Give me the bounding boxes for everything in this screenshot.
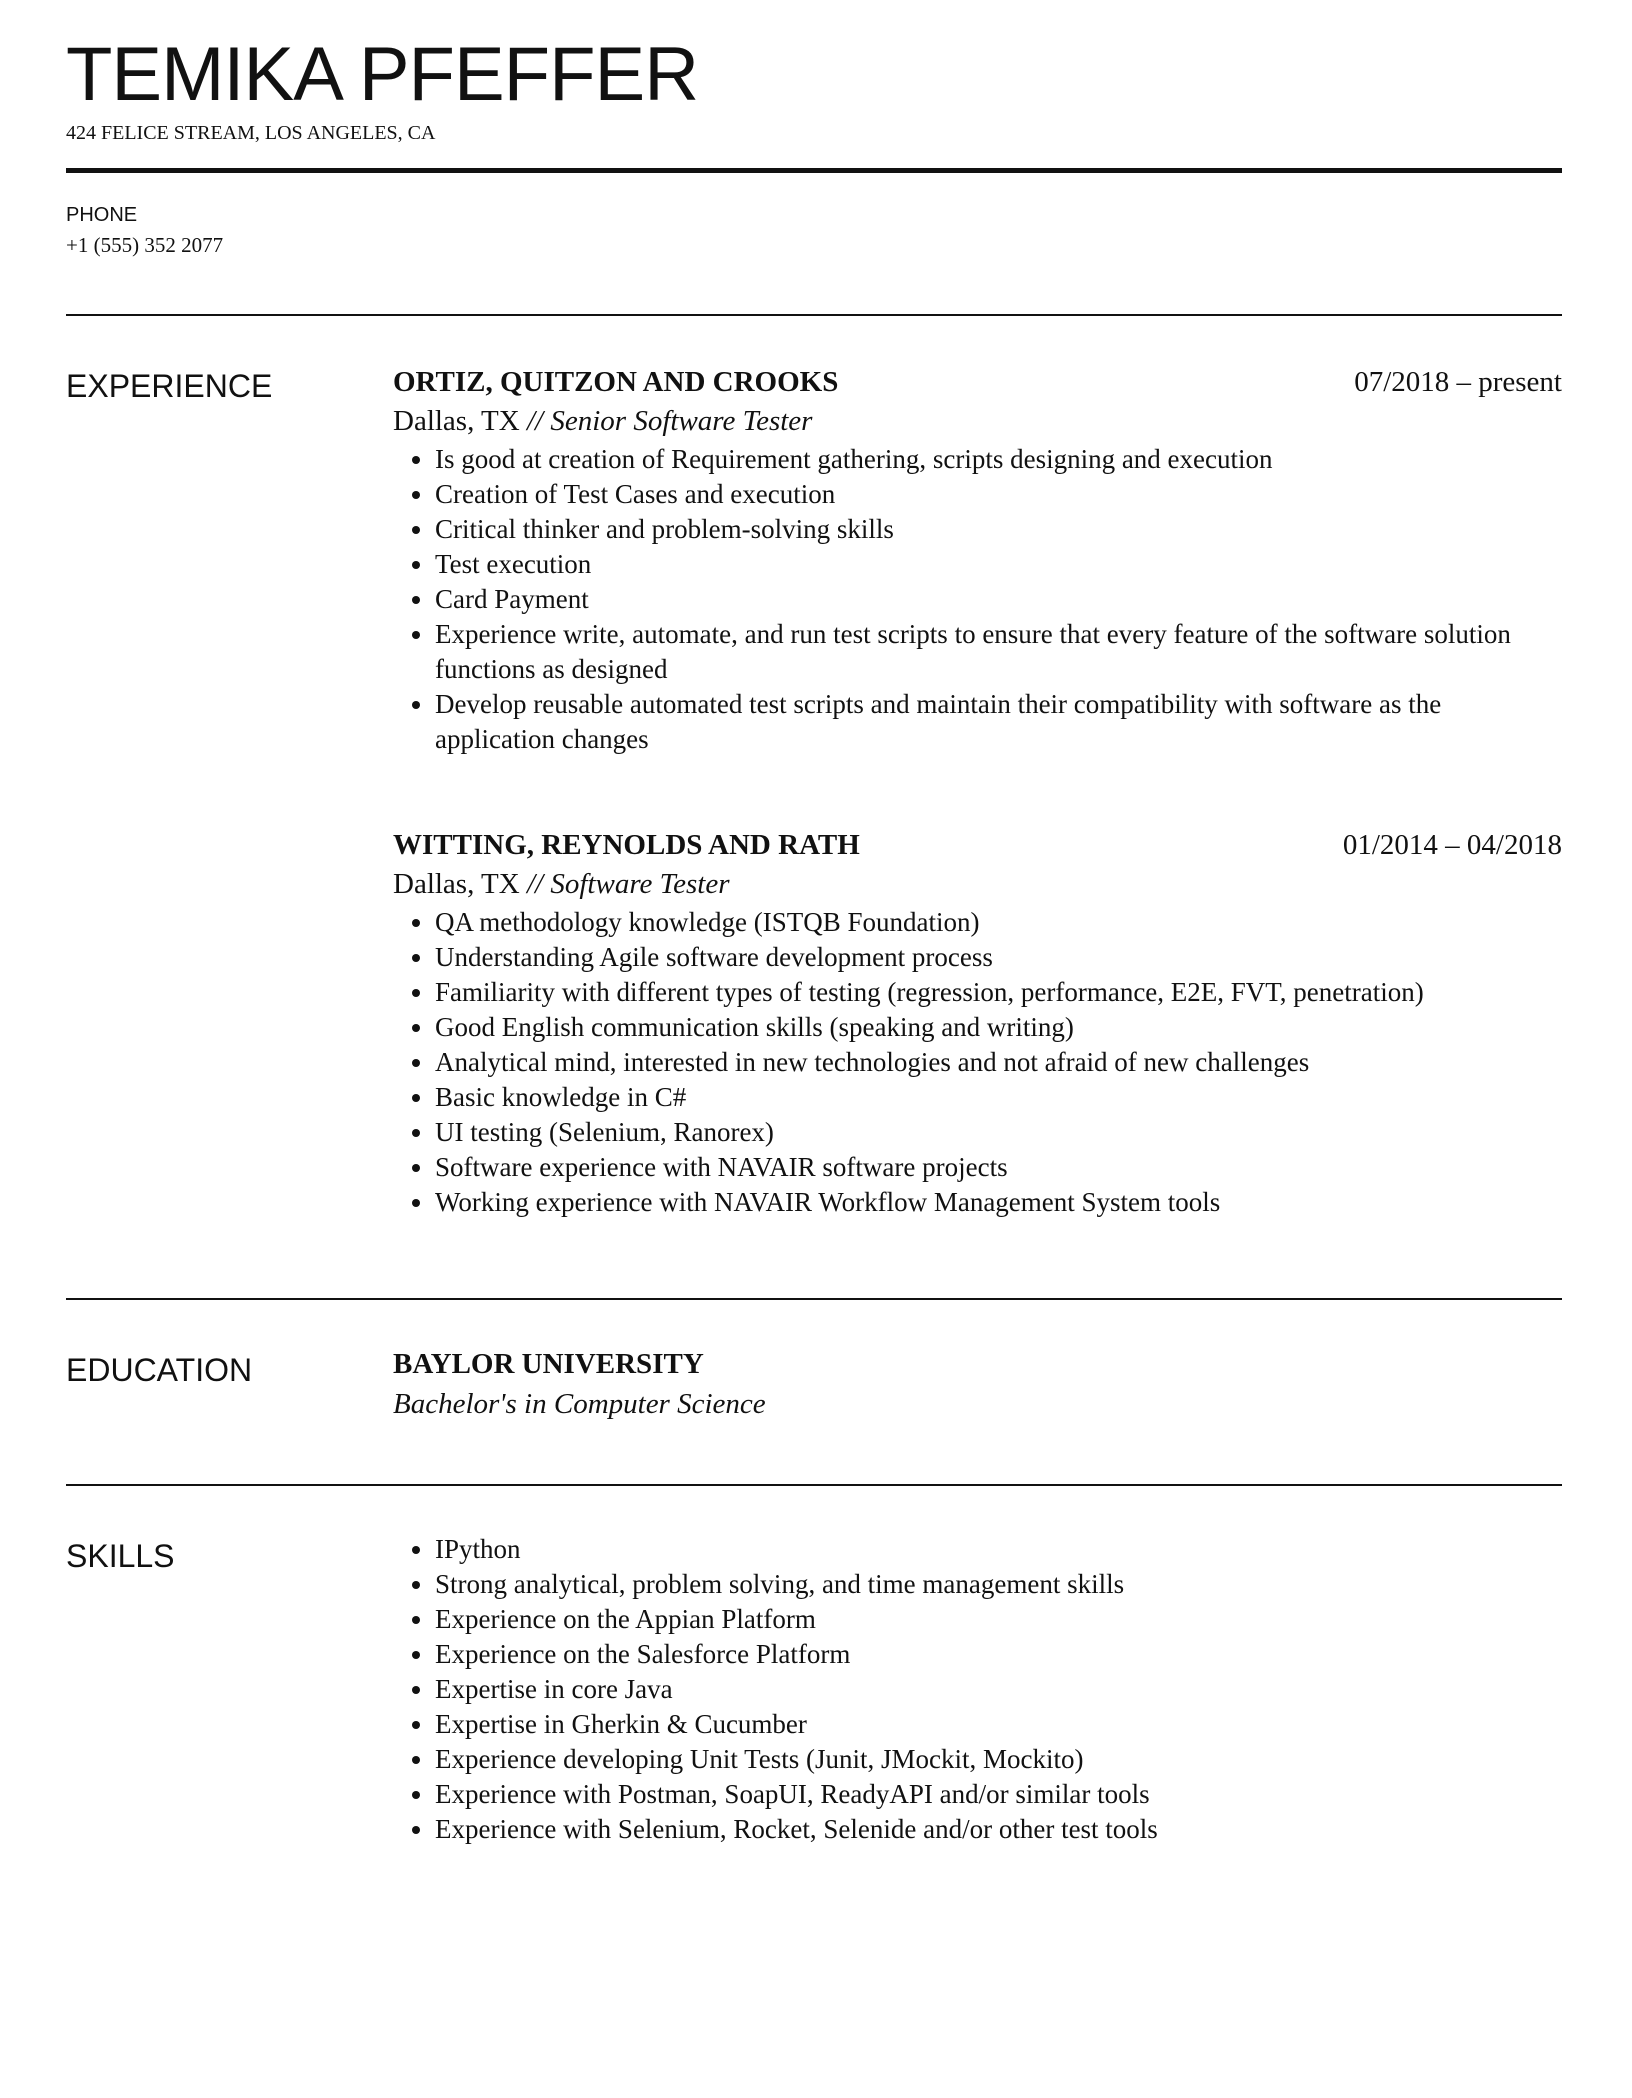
skill-item: • Experience on the Salesforce Platform: [435, 1637, 1562, 1672]
phone-value: +1 (555) 352 2077: [66, 233, 224, 257]
job-bullet: • Familiarity with different types of testing (regression, performance, E2E, FVT, penetration): [435, 975, 1562, 1010]
skills-section-title: SKILLS: [66, 1538, 175, 1574]
skill-item: • Experience developing Unit Tests (Junit, JMockit, Mockito): [435, 1742, 1562, 1777]
job-bullet: • Good English communication skills (speaking and writing): [435, 1010, 1562, 1045]
job-bullet: • Creation of Test Cases and execution: [435, 477, 1562, 512]
skill-item: • Experience with Selenium, Rocket, Selenide and/or other test tools: [435, 1812, 1562, 1847]
skills-list: [393, 1532, 1562, 1847]
job-bullets: [393, 905, 1562, 1220]
skill-item: • Strong analytical, problem solving, and time management skills: [435, 1567, 1562, 1602]
job-location: Dallas, TX: [393, 405, 520, 437]
job-separator: //: [526, 868, 544, 900]
job-bullet: • UI testing (Selenium, Ranorex): [435, 1115, 1562, 1150]
job-bullet: • QA methodology knowledge (ISTQB Foundation): [435, 905, 1562, 940]
candidate-address: 424 FELICE STREAM, LOS ANGELES, CA: [66, 122, 436, 144]
skill-item: • Expertise in Gherkin & Cucumber: [435, 1707, 1562, 1742]
job-bullet: • Working experience with NAVAIR Workflow Management System tools: [435, 1185, 1562, 1220]
job-company: WITTING, REYNOLDS AND RATH: [393, 829, 860, 861]
job-dates: 01/2014 – 04/2018: [1342, 829, 1562, 861]
skill-item: • Experience with Postman, SoapUI, ReadyAPI and/or similar tools: [435, 1777, 1562, 1812]
job-title: Senior Software Tester: [550, 405, 813, 437]
job-bullet: • Software experience with NAVAIR software projects: [435, 1150, 1562, 1185]
job-header: [393, 362, 1562, 402]
education-section-title: EDUCATION: [66, 1352, 253, 1388]
job-bullet: • Critical thinker and problem-solving skills: [435, 512, 1562, 547]
header-divider: [66, 168, 1562, 173]
skill-item: • IPython: [435, 1532, 1562, 1567]
section-divider: [66, 314, 1562, 316]
job-title: Software Tester: [550, 868, 730, 900]
job-dates: 07/2018 – present: [1354, 366, 1562, 398]
job-bullet: • Card Payment: [435, 582, 1562, 617]
job-bullet: • Analytical mind, interested in new technologies and not afraid of new challenges: [435, 1045, 1562, 1080]
job-bullet: • Test execution: [435, 547, 1562, 582]
experience-content-2: [393, 825, 1562, 1220]
job-bullet: • Experience write, automate, and run test scripts to ensure that every feature of the software solution functions as designed: [435, 617, 1562, 687]
experience-content: [393, 362, 1562, 757]
education-content: [393, 1344, 1562, 1424]
skills-content: [393, 1532, 1562, 1847]
experience-section-title: EXPERIENCE: [66, 368, 273, 404]
job-location: Dallas, TX: [393, 868, 520, 900]
skill-item: • Expertise in core Java: [435, 1672, 1562, 1707]
job-header: [393, 825, 1562, 865]
job-bullet: • Basic knowledge in C#: [435, 1080, 1562, 1115]
section-divider: [66, 1484, 1562, 1486]
job-bullets: [393, 442, 1562, 757]
section-divider: [66, 1298, 1562, 1300]
education-school: BAYLOR UNIVERSITY: [393, 1348, 704, 1380]
job-bullet: • Is good at creation of Requirement gathering, scripts designing and execution: [435, 442, 1562, 477]
phone-label: PHONE: [66, 204, 138, 226]
job-entry: [393, 825, 1562, 1220]
job-subline: [393, 865, 1562, 903]
education-degree: Bachelor's in Computer Science: [393, 1388, 766, 1420]
skill-item: • Experience on the Appian Platform: [435, 1602, 1562, 1637]
job-entry: [393, 362, 1562, 757]
candidate-name: TEMIKA PFEFFER: [66, 32, 699, 117]
job-subline: [393, 402, 1562, 440]
job-company: ORTIZ, QUITZON AND CROOKS: [393, 366, 839, 398]
job-separator: //: [526, 405, 544, 437]
job-bullet: • Understanding Agile software development process: [435, 940, 1562, 975]
job-bullet: • Develop reusable automated test scripts and maintain their compatibility with software as the application changes: [435, 687, 1562, 757]
